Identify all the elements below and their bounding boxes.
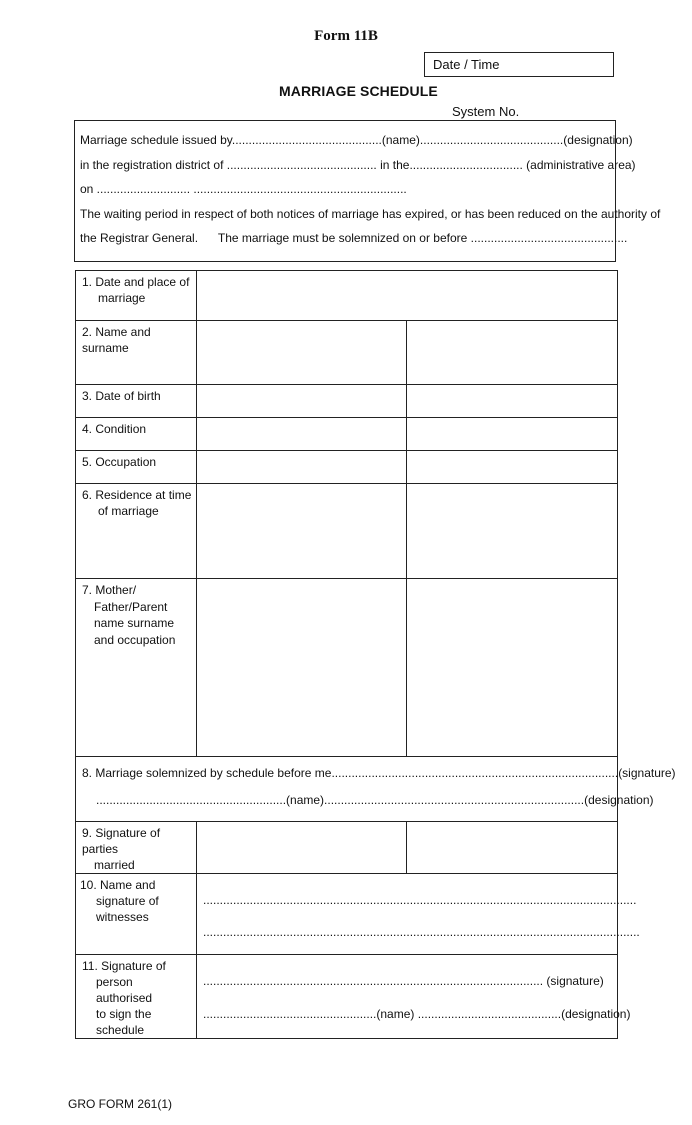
page-title: MARRIAGE SCHEDULE bbox=[279, 83, 438, 99]
intro-line-5 bbox=[80, 226, 628, 251]
intro-spacer bbox=[198, 231, 218, 245]
intro-solemnize-by: The marriage must be solemnized on or before ............................................... bbox=[217, 231, 628, 245]
authorised-signature-line: ...................................................................................................... (signature) bbox=[203, 974, 604, 988]
row-5-field-a[interactable] bbox=[197, 451, 407, 484]
row-7-field-b[interactable] bbox=[407, 579, 618, 757]
authorised-name-line: ....................................................(name) ...........................................(designation) bbox=[203, 1007, 631, 1021]
row-2-label: 2. Name and surname bbox=[76, 321, 197, 385]
row-10-witnesses-field[interactable] bbox=[197, 874, 640, 955]
row-5-label: 5. Occupation bbox=[76, 451, 197, 484]
row-1-field[interactable] bbox=[197, 271, 618, 321]
form-footer-code: GRO FORM 261(1) bbox=[68, 1097, 173, 1111]
row-9-label: 9. Signature of parties married bbox=[76, 822, 197, 874]
row-3-label: 3. Date of birth bbox=[76, 385, 197, 418]
row-1-label: 1. Date and place of marriage bbox=[76, 271, 197, 321]
row-7-label: 7. Mother/ Father/Parent name surname and occupation bbox=[76, 579, 197, 757]
row-11-label: 11. Signature of person authorised to sign the schedule bbox=[76, 955, 197, 1039]
row-3-field-b[interactable] bbox=[407, 385, 618, 418]
row-2-field-a[interactable] bbox=[197, 321, 407, 385]
row-4-field-b[interactable] bbox=[407, 418, 618, 451]
row-8-signature-label: (signature) bbox=[618, 766, 676, 780]
row-7-field-a[interactable] bbox=[197, 579, 407, 757]
row-8-solemnized[interactable] bbox=[76, 757, 676, 822]
row-4-field-a[interactable] bbox=[197, 418, 407, 451]
row-6-field-b[interactable] bbox=[407, 484, 618, 579]
table-row bbox=[76, 822, 618, 874]
table-row bbox=[76, 579, 618, 757]
row-6-label: 6. Residence at time of marriage bbox=[76, 484, 197, 579]
row-6-field-a[interactable] bbox=[197, 484, 407, 579]
date-time-label: Date / Time bbox=[433, 57, 500, 72]
system-no-label: System No. bbox=[452, 104, 520, 119]
intro-line-1 bbox=[80, 128, 633, 153]
intro-registrar: the Registrar General. bbox=[80, 231, 199, 245]
date-time-box[interactable] bbox=[424, 52, 614, 77]
row-10-label: 10. Name and signature of witnesses bbox=[76, 874, 197, 955]
intro-section bbox=[74, 120, 661, 262]
intro-issued-by: Marriage schedule issued by.............................................(name) bbox=[80, 133, 420, 147]
intro-line-2 bbox=[80, 153, 636, 178]
form-id: Form 11B bbox=[314, 28, 378, 44]
row-5-field-b[interactable] bbox=[407, 451, 618, 484]
table-row bbox=[76, 757, 618, 822]
intro-line-3: on ............................ ................................................................ bbox=[80, 182, 407, 196]
table-row bbox=[76, 451, 618, 484]
row-11-authorised-field[interactable] bbox=[197, 955, 631, 1039]
row-3-field-a[interactable] bbox=[197, 385, 407, 418]
schedule-table bbox=[75, 270, 676, 1039]
table-row bbox=[76, 385, 618, 418]
intro-line-4: The waiting period in respect of both notices of marriage has expired, or has been reduced on the authority of bbox=[80, 206, 661, 221]
intro-in-the: in the.................................. bbox=[380, 157, 523, 172]
intro-admin-area: (administrative area) bbox=[526, 157, 636, 172]
table-row bbox=[76, 484, 618, 579]
witness-line-2: ................................................................................................................................... bbox=[203, 925, 640, 939]
row-2-field-b[interactable] bbox=[407, 321, 618, 385]
table-row bbox=[76, 321, 618, 385]
witness-line-1: .................................................................................................................................. bbox=[203, 893, 637, 907]
table-row bbox=[76, 874, 618, 955]
row-9-field-b[interactable] bbox=[407, 822, 618, 874]
intro-designation: ...........................................(designation) bbox=[419, 133, 633, 147]
row-8-designation-label: (designation) bbox=[584, 793, 654, 807]
row-9-field-a[interactable] bbox=[197, 822, 407, 874]
table-row bbox=[76, 271, 618, 321]
table-row bbox=[76, 955, 618, 1039]
intro-district: in the registration district of ............................................. bbox=[80, 157, 377, 172]
table-row bbox=[76, 418, 618, 451]
row-4-label: 4. Condition bbox=[76, 418, 197, 451]
row-8-line-2: .........................................................(name)..............................................................................(designation) bbox=[96, 793, 654, 807]
row-8-line-1: 8. Marriage solemnized by schedule before me......................................................................................(signature) bbox=[82, 766, 676, 780]
